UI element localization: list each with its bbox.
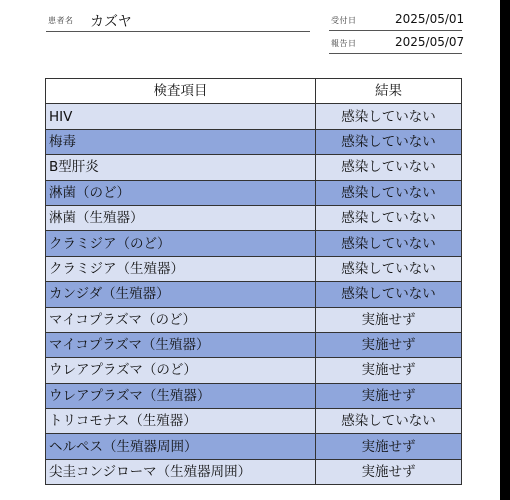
report-date-value: 2025/05/07	[395, 35, 465, 49]
test-item-cell: B型肝炎	[46, 155, 316, 180]
test-result-cell: 実施せず	[316, 332, 462, 357]
test-item-cell: ヘルペス（生殖器周囲）	[46, 434, 316, 459]
test-item-cell: クラミジア（のど）	[46, 231, 316, 256]
test-item-cell: ウレアプラズマ（生殖器）	[46, 383, 316, 408]
test-result-cell: 感染していない	[316, 282, 462, 307]
test-item-cell: 淋菌（のど）	[46, 180, 316, 205]
patient-name-value: カズヤ	[90, 14, 132, 30]
test-item-cell: ウレアプラズマ（のど）	[46, 358, 316, 383]
table-row	[46, 231, 462, 256]
test-result-cell: 実施せず	[316, 307, 462, 332]
test-result-cell: 感染していない	[316, 155, 462, 180]
table-row	[46, 129, 462, 154]
table-row	[46, 459, 462, 484]
table-row	[46, 307, 462, 332]
test-result-cell: 感染していない	[316, 180, 462, 205]
test-result-cell: 感染していない	[316, 409, 462, 434]
report-date-underline	[329, 53, 462, 54]
test-result-cell: 感染していない	[316, 104, 462, 129]
table-row	[46, 409, 462, 434]
table-body	[46, 104, 462, 485]
test-item-cell: HIV	[46, 104, 316, 129]
test-item-cell: 尖圭コンジローマ（生殖器周囲）	[46, 459, 316, 484]
test-item-cell: マイコプラズマ（生殖器）	[46, 332, 316, 357]
table-row	[46, 256, 462, 281]
test-item-cell: 淋菌（生殖器）	[46, 205, 316, 230]
test-item-cell: カンジダ（生殖器）	[46, 282, 316, 307]
column-header-result: 結果	[316, 79, 462, 104]
test-result-cell: 感染していない	[316, 205, 462, 230]
table-row	[46, 282, 462, 307]
test-result-cell: 実施せず	[316, 358, 462, 383]
test-result-cell: 感染していない	[316, 129, 462, 154]
test-result-cell: 実施せず	[316, 434, 462, 459]
test-result-cell: 実施せず	[316, 459, 462, 484]
report-date-label: 報告日	[331, 39, 357, 48]
table-row	[46, 332, 462, 357]
table-row	[46, 180, 462, 205]
received-date-underline	[329, 30, 462, 31]
column-header-item: 検査項目	[46, 79, 316, 104]
received-date-label: 受付日	[331, 16, 357, 25]
test-result-cell: 感染していない	[316, 256, 462, 281]
table-row	[46, 434, 462, 459]
test-item-cell: トリコモナス（生殖器）	[46, 409, 316, 434]
table-row	[46, 205, 462, 230]
test-item-cell: マイコプラズマ（のど）	[46, 307, 316, 332]
table-header-row	[46, 79, 462, 104]
table-row	[46, 383, 462, 408]
patient-name-underline	[46, 31, 310, 32]
table-row	[46, 104, 462, 129]
test-result-cell: 実施せず	[316, 383, 462, 408]
patient-name-label: 患者名	[48, 16, 74, 25]
received-date-value: 2025/05/01	[395, 12, 465, 26]
test-result-cell: 感染していない	[316, 231, 462, 256]
table-row	[46, 155, 462, 180]
table-row	[46, 358, 462, 383]
test-item-cell: 梅毒	[46, 129, 316, 154]
test-results-table	[45, 78, 462, 485]
test-item-cell: クラミジア（生殖器）	[46, 256, 316, 281]
